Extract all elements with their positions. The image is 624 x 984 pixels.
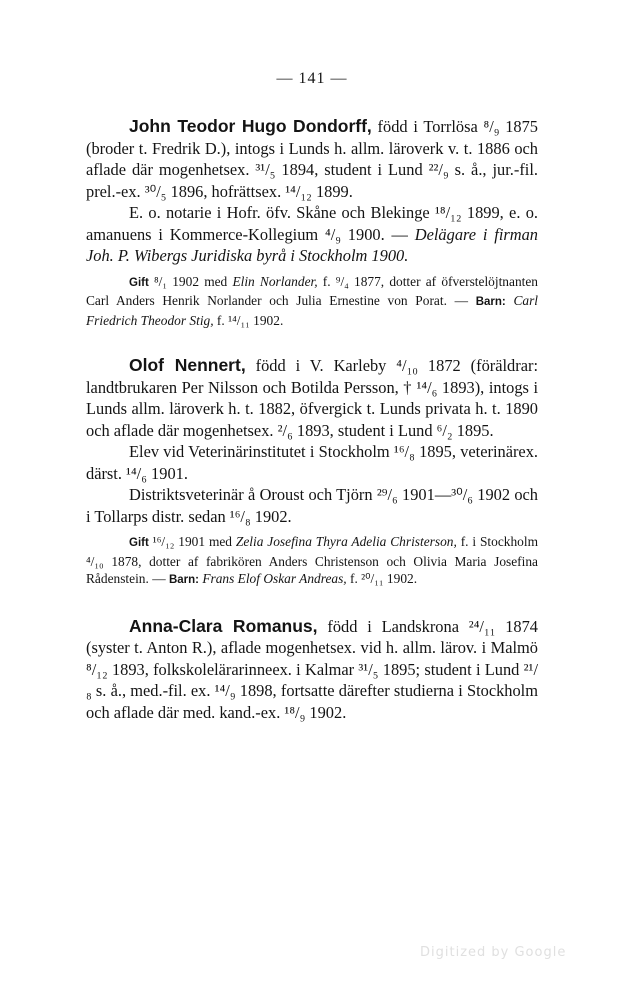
barn-label: Barn: xyxy=(168,574,199,586)
gift-label: Gift xyxy=(129,276,149,289)
biography-entry xyxy=(86,355,538,590)
entry-body xyxy=(86,355,538,441)
entry-body xyxy=(86,116,538,202)
person-name: John Teodor Hugo Dondorff, xyxy=(129,116,372,136)
person-name: Anna-Clara Romanus, xyxy=(129,615,318,636)
career-text: Distriktsveterinär å Oroust och Tjörn ²⁹/₆ 1901—³⁰/₆ 1902 och i Tollarps distr. sedan ¹⁶/₈ 1902. xyxy=(86,485,538,526)
watermark: Digitized by Google xyxy=(420,945,567,960)
biography-entry xyxy=(86,116,538,329)
biography-entry xyxy=(86,616,538,724)
page xyxy=(86,70,538,749)
entry-text: född i Landskrona ²⁴/₁₁ 1874 (syster t. Anton R.), aflade mogenhetsex. vid h. allm. lärov. i Malmö ⁸/₁₂ 1893, folkskolelärarinneex. i Kalmar ³¹/₅ 1895; student i Lund ²¹/₈ s. å., med.-fil. ex. ¹⁴/₉ 1898, fortsatte därefter studierna i Stockholm och aflade där med. kand.-ex. ¹⁸/₉ 1902. xyxy=(86,616,539,722)
spouse-name: Zelia Josefina Thyra Adelia Christerson, xyxy=(235,534,457,549)
gift-label: Gift xyxy=(129,537,149,549)
spouse-name: Elin Norlander, xyxy=(232,273,318,289)
career-text: Elev vid Veterinärinstitutet i Stockholm ¹⁶/₈ 1895, veterinärex. därst. ¹⁴/₆ 1901. xyxy=(86,442,538,483)
person-name: Olof Nennert, xyxy=(129,355,246,375)
entry-text: född i Torrlösa ⁸/₉ 1875 (broder t. Fredrik D.), intogs i Lunds h. allm. läroverk v. t. 1886 och aflade där mogenhetsex. ³¹/₅ 1894, student i Lund ²²/₉ s. å., jur.-fil. prel.-ex. ³⁰/₅ 1896, hofrättsex. ¹⁴/₁₂ 1899. xyxy=(86,117,539,201)
entry-text: född i V. Karleby ⁴/₁₀ 1872 (föräldrar: landtbrukaren Per Nilsson och Botilda Persson, † ¹⁴/₆ 1893), intogs i Lunds allm. läroverk h. t. 1882, öfvergick t. Lunds privata h. t. 1890 och aflade där mogenhetsex. ²/₆ 1893, student i Lund ⁶/₂ 1895. xyxy=(86,356,538,440)
marriage-text: Gift ¹⁶/₁₂ 1901 med Zelia Josefina Thyra Adelia Christerson, f. i Stockholm ⁴/₁₀ 1878, dotter af fabrikören Anders Christenson och Olivia Maria Josefina Rådenstein. — Barn: Frans Elof Oskar Andreas, f. ²⁰/₁₁ 1902. xyxy=(86,534,538,586)
career-text: E. o. notarie i Hofr. öfv. Skåne och Blekinge ¹⁸/₁₂ 1899, e. o. amanuens i Kommerce-Kollegium ⁴/₉ 1900. — Delägare i firman Joh. P. Wibergs Juridiska byrå i Stockholm 1900. xyxy=(86,203,538,265)
children-names: Frans Elof Oskar Andreas, xyxy=(198,571,347,586)
entry-body xyxy=(86,616,538,724)
children-names: Carl Friedrich Theodor Stig, xyxy=(86,293,539,328)
page-number: — 141 — xyxy=(276,70,348,87)
barn-label: Barn: xyxy=(475,296,506,308)
marriage-text: Gift ⁸/₁ 1902 med Elin Norlander, f. ⁹/₄ 1877, dotter af öfverstelöjtnanten Carl Anders Henrik Norlander och Julia Ernestine von Porat. — Barn: Carl Friedrich Theodor Stig, f. ¹⁴/₁₁ 1902. xyxy=(86,273,539,328)
